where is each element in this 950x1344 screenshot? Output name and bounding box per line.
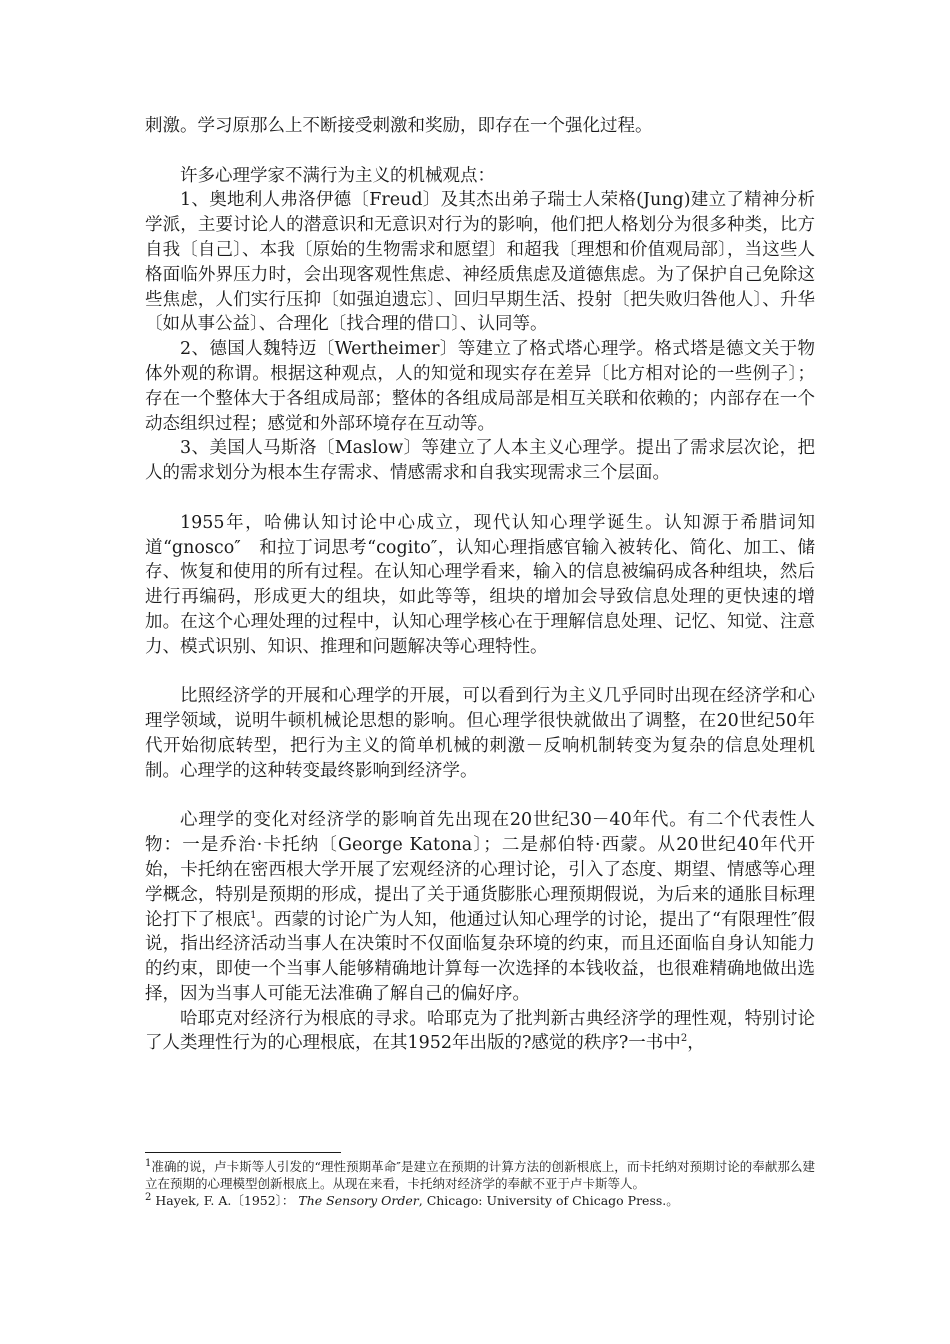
footnotes — [145, 1158, 815, 1209]
paragraph-cognitive: 1955年，哈佛认知讨论中心成立，现代认知心理学诞生。认知源于希腊词知道“gnosco″ 和拉丁词思考“cogito″，认知心理指感官输入被转化、简化、加工、储存、恢复和使用的所有过程。在认知心理学看来，输入的信息被编码成各种组块，然后进行再编码，形成更大的组块，如此等等，组块的增加会导致信息处理的更快速的增加。在这个心理处理的过程中，认知心理学核心在于理解信息处理、记忆、知觉、注意力、模式识别、知识、推理和问题解决等心理特性。 — [145, 512, 815, 657]
paragraph-continuation: 刺激。学习原那么上不断接受刺激和奖励，即存在一个强化过程。 — [145, 116, 653, 136]
footnote-publisher: , Chicago: University of Chicago Press.。 — [418, 1193, 679, 1208]
paragraph-katona-simon — [145, 808, 815, 1006]
body-text — [145, 114, 815, 1056]
paragraph-freud: 1、奥地利人弗洛伊德〔Freud〕及其杰出弟子瑞士人荣格(Jung)建立了精神分析学派，主要讨论人的潜意识和无意识对行为的影响，他们把人格划分为很多种类，比方自我〔自己〕、本我〔原始的生物需求和愿望〕和超我〔理想和价值观局部〕，当这些人格面临外界压力时，会出现客观性焦虑、神经质焦虑及道德焦虑。为了保护自己免除这些焦虑，人们实行压抑〔如强迫遗忘〕、回归早期生活、投射〔把失败归咎他人〕、升华〔如从事公益〕、合理化〔找合理的借口〕、认同等。 — [145, 190, 815, 335]
footnote-mark: 1 — [145, 1157, 152, 1169]
paragraph-gap — [145, 660, 815, 685]
footnote-author: Hayek, F. A.〔1952〕： — [155, 1193, 295, 1208]
paragraph-gap — [145, 139, 815, 164]
paragraph-text: 。西蒙的讨论广为人知，他通过认知心理学的讨论，提出了“有限理性″假说，指出经济活动当事人在决策时不仅面临复杂环境的约束，而且还面临自身认知能力的约束，即使一个当事人能够精确地计算每一次选择的本钱收益，也很难精确地做出选择，因为当事人可能无法准确了解自己的偏好序。 — [145, 909, 816, 1004]
paragraph-comparison: 比照经济学的开展和心理学的开展，可以看到行为主义几乎同时出现在经济学和心理学领域，说明牛顿机械论思想的影响。但心理学很快就做出了调整，在20世纪50年代开始彻底转型，把行为主义的简单机械的刺激－反响机制转变为复杂的信息处理机制。心理学的这种转变最终影响到经济学。 — [145, 686, 815, 781]
paragraph-gestalt: 2、德国人魏特迈〔Wertheimer〕等建立了格式塔心理学。格式塔是德文关于物体外观的称谓。根据这种观点，人的知觉和现实存在差异〔比方相对论的一些例子〕；存在一个整体大于各组成局部；整体的各组成局部是相互关联和依赖的；内部存在一个动态组织过程；感觉和外部环境存在互动等。 — [145, 339, 815, 434]
footnote-reference[interactable]: 1 — [250, 909, 257, 921]
paragraph-intro: 许多心理学家不满行为主义的机械观点： — [180, 165, 495, 186]
paragraph-maslow: 3、美国人马斯洛〔Maslow〕等建立了人本主义心理学。提出了需求层次论，把人的需求划分为根本生存需求、情感需求和自我实现需求三个层面。 — [145, 438, 815, 484]
footnote-2 — [145, 1192, 815, 1209]
paragraph-text: 心理学的变化对经济学的影响首先出现在20世纪30－40年代。有二个代表性人物：一是乔治·卡托纳〔George Katona〕；二是郝伯特·西蒙。从20世纪40年代开始，卡托纳在密西根大学开展了宏观经济的心理讨论，引入了态度、期望、情感等心理学概念，特别是预期的形成，提出了关于通货膨胀心理预期假说，为后来的通胀目标理论打下了根底 — [145, 810, 815, 930]
footnote-mark: 2 — [145, 1191, 152, 1203]
paragraph-text: ， — [687, 1033, 705, 1054]
paragraph-text: 哈耶克对经济行为根底的寻求。哈耶克为了批判新古典经济学的理性观，特别讨论了人类理性行为的心理根底，在其1952年出版的?感觉的秩序?一书中 — [145, 1008, 815, 1054]
footnote-reference[interactable]: 2 — [680, 1033, 688, 1045]
paragraph-gap — [145, 784, 815, 809]
footnote-separator — [145, 1152, 341, 1153]
paragraph-hayek — [145, 1007, 815, 1057]
footnote-text: 准确的说，卢卡斯等人引发的“理性预期革命″是建立在预期的计算方法的创新根底上，而卡托纳对预期讨论的奉献那么建立在预期的心理模型创新根底上。从现在来看，卡托纳对经济学的奉献不亚于卢卡斯等人。 — [145, 1159, 815, 1191]
footnote-1 — [145, 1158, 815, 1192]
footnote-book-title: The Sensory Order — [298, 1193, 419, 1208]
paragraph-gap — [145, 486, 815, 511]
